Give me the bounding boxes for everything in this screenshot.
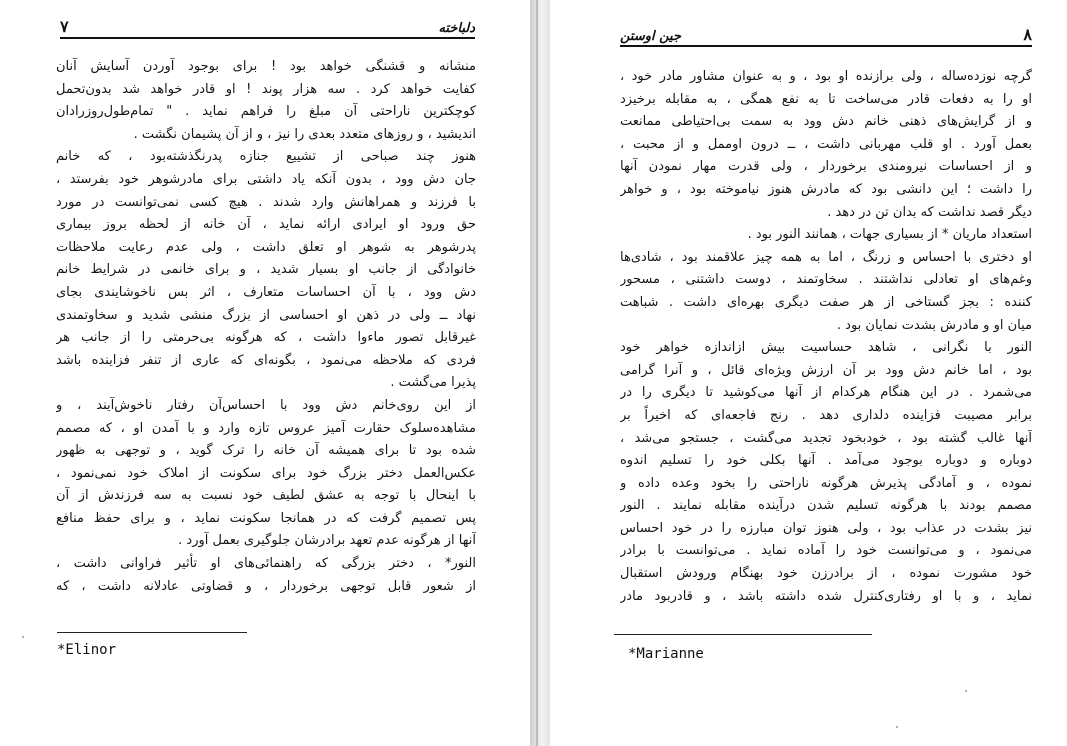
scan-speck [22, 636, 24, 638]
body-text [56, 56, 476, 598]
text-line: اندیشید ، و روزهای متعدد بعدی را نیز ، و از آن پشیمان نگشت . [133, 126, 476, 142]
text-line: و از احساسات نیرومندی برخوردار ، ولی قدرت مهار نمودن آنها [620, 159, 1032, 175]
header-rule [620, 45, 1032, 47]
text-line: عکس‌العمل دختر بزرگ خود برای سکونت از املاک خود نمی‌نمود ، [56, 465, 476, 481]
text-line: جان دش وود ، بدون آنکه یاد داشتی برای مادرشوهر خود بفرستد ، [56, 171, 476, 187]
running-head: دلباخته [438, 21, 475, 36]
text-line: و از گرایش‌های ذهنی خانم دش وود به سمت بی‌احتیاطی ممانعت [620, 114, 1032, 130]
text-line: مصمم بودند با هرگونه تسلیم شدن درآینده مقابله نمایند . النور [620, 498, 1032, 514]
text-line: او را به دفعات قادر می‌ساخت تا به نفع همگی ، به مقابله برخیزد [620, 91, 1032, 107]
page-header [60, 12, 475, 36]
text-line: دش وود ، با آن احساسات متعارف ، اثر بس ناخوشایندی بجای [56, 284, 476, 300]
body-text [620, 66, 1032, 608]
text-line: النور* ، دختر بزرگی که راهنمائی‌های او تأثیر فراوانی داشت ، [56, 556, 476, 572]
text-line: با فرزند و همراهانش وارد شدند . هیچ کسی نمی‌توانست در مورد [56, 194, 476, 210]
text-line: منشانه و قشنگی خواهد بود ! برای بوجود آوردن آسایش آنان [56, 59, 476, 74]
footnote-rule [57, 632, 247, 633]
text-line: مشاهده‌سلوک حقارت آمیز عروس تازه وارد و با آمدن او ، که مصمم [56, 420, 476, 436]
text-line: نهاد ــ ولی در ذهن او احساسی از بزرگ منشی شدید و سخاوتمندی [56, 307, 476, 323]
text-line: فردی که ملاحظه می‌نمود ، بگونه‌ای که عاری از تنفر فزاینده باشد [56, 352, 476, 368]
text-line: با اینحال با توجه به عشق لطیف خود نسبت به سه فرزندش از آن [56, 488, 476, 504]
text-line: حق ورود او ایرادی ارائه نماید ، آن خانه از لحظه بروز بیماری [56, 217, 476, 233]
text-line: دوباره و دوباره بوجود می‌آمد . آنها بکلی خود را تسلیم اندوه [620, 453, 1032, 469]
text-line: کننده : بجز گستاخی از هر صفت دیگری بهره‌ای داشت . شباهت [620, 294, 1032, 310]
text-line: را داشت ؛ این دانشی بود که مادرش هنوز نیاموخته بود ، و خواهر [620, 181, 1032, 197]
text-line: هنوز چند صباحی از تشییع جنازه پدرنگذشته‌بود ، که خانم [56, 149, 476, 165]
text-line: پذیرا می‌گشت . [390, 375, 476, 391]
text-line: نماید ، و با او رفتاری‌کنترل شده داشته باشد ، و قادربود مادر [620, 588, 1032, 604]
text-line: النور با نگرانی ، شاهد حساسیت بیش ازاندازه خواهر خود [620, 340, 1032, 356]
text-line: خود مشورت نموده ، از برادرزن خود بهنگام ورودش استقبال [620, 566, 1032, 582]
text-line: میان او و مادرش بشدت نمایان بود . [836, 317, 1032, 333]
text-line: وغم‌های او تعادلی نداشتند . سخاوتمند ، دوست داشتنی ، مسحور [620, 272, 1032, 288]
text-line: دیگر قصد نداشت که بدان تن در دهد . [827, 204, 1032, 220]
text-line: کفایت خواهد کرد . سه هزار پوند ! او قادر خواهد شد بدون‌تحمل [56, 81, 476, 97]
text-line: نموده ، و آمادگی پذیرش هرگونه ناراحتی را بخود وعده داده و [620, 475, 1032, 491]
footnote-rule [614, 634, 872, 635]
text-line: او دختری با احساس و زرنگ ، اما به همه چیز علاقمند بود ، شادی‌ها [620, 249, 1032, 265]
text-line: از این روی‌خانم دش وود با احساس‌آن رفتار ناخوش‌آیند ، و [56, 397, 476, 413]
text-line: گرچه نوزده‌ساله ، ولی برازنده او بود ، و به عنوان مشاور مادر خود ، [620, 69, 1032, 84]
scan-speck [965, 690, 967, 692]
running-head: جین اوستن [620, 29, 681, 44]
gutter-divider [536, 0, 538, 746]
text-line: بعمل آورد . او قلب مهربانی داشت ، ــ درون اوممل و از محبت ، [620, 136, 1032, 152]
text-line: می‌شمرد . در این هنگام هرکدام از آنها می‌کوشید تا دیگری را در [620, 385, 1032, 401]
text-line: نیز بشدت در عذاب بود ، ولی هنوز توان مبارزه را در خود احساس [620, 520, 1032, 536]
text-line: شده بود تا برای همیشه آن خانه را ترک گوید ، و توجهی به ظهور [56, 443, 476, 459]
footnote: *Elinor [57, 642, 117, 658]
text-line: برابر مصیبت فزاینده دلداری دهد . رنج فاجعه‌ای که اخیراً بر [620, 407, 1032, 423]
text-line: می‌نمود ، و می‌توانست خود را آماده نماید . می‌توانست با برادر [620, 543, 1032, 559]
book-gutter [530, 0, 550, 746]
left-page [0, 0, 530, 746]
page-number: ۸ [1023, 25, 1032, 44]
text-line: بود ، اما خانم دش وود بر آن ارزش ویژه‌ای قائل ، و آنرا گرامی [620, 362, 1032, 378]
footnote: *Marianne [628, 646, 704, 662]
header-rule [60, 37, 475, 39]
page-number: ۷ [60, 17, 69, 36]
text-line: پدرشوهر به شوهر او تعلق داشت ، ولی عدم رعایت ملاحظات [56, 239, 476, 255]
text-line: استعداد ماریان * از بسیاری جهات ، همانند النور بود . [747, 227, 1032, 243]
page-header [620, 22, 1032, 44]
text-line: آنها از هرگونه عدم تعهد برادرشان جلوگیری بعمل آورد . [178, 533, 476, 549]
text-line: آنها غالب گشته بود ، خودبخود تجدید می‌گشت ، جستجو می‌شد ، [620, 430, 1032, 446]
text-line: غیرقابل تصور ماءوا داشت ، که هرگونه بی‌حرمتی را از جانب هر [56, 330, 476, 346]
scan-speck [896, 726, 898, 728]
text-line: پس تصمیم گرفت که در همانجا سکونت نماید ، و برای حفظ منافع [56, 510, 476, 526]
text-line: از شعور قابل توجهی برخوردار ، و قضاوتی عادلانه داشت ، که [56, 578, 476, 594]
text-line: کوچکترین ناراحتی آن مبلغ را فراهم نماید . " تمام‌طول‌روز‌را‌دان [56, 104, 476, 120]
text-line: خانوادگی از جانب او بسیار شدید ، و برای خانمی در شرایط خانم [56, 262, 476, 278]
